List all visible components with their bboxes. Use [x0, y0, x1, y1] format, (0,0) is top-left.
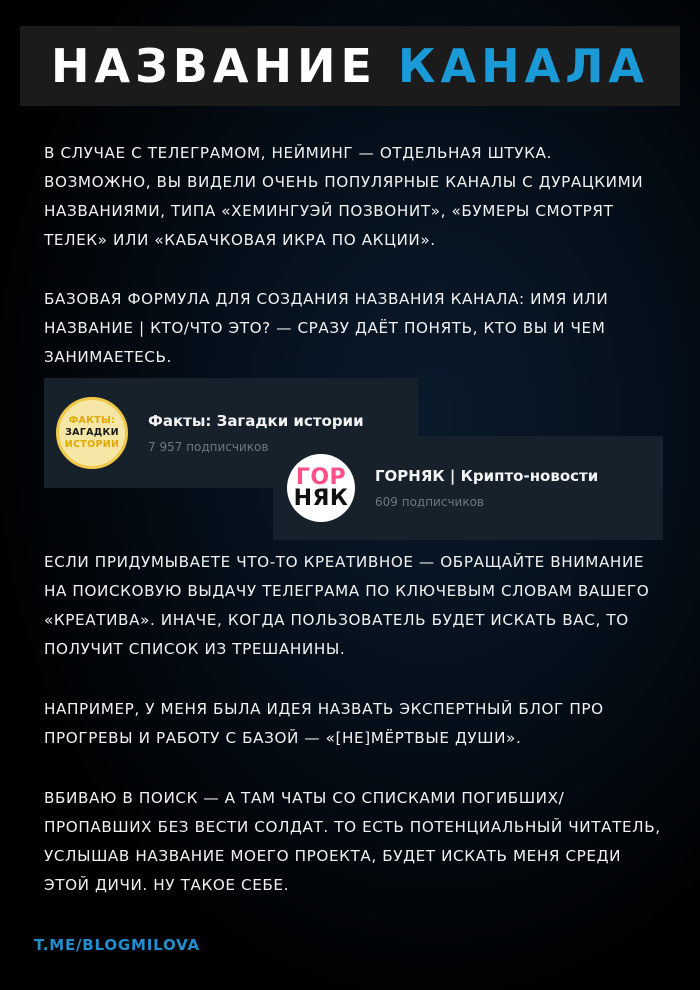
- avatar-text-line: ЗАГАДКИ: [65, 427, 119, 438]
- title-word-main: НАЗВАНИЕ: [51, 39, 377, 93]
- paragraph-intro: В СЛУЧАЕ С ТЕЛЕГРАМОМ, НЕЙМИНГ — ОТДЕЛЬНАЯ ШТУКА. ВОЗМОЖНО, ВЫ ВИДЕЛИ ОЧЕНЬ ПОПУЛЯРНЫЕ КАНАЛЫ С ДУРАЦКИМИ НАЗВАНИЯМИ, ТИПА «ХЕМИНГУЭЙ ПОЗВОНИТ», «БУМЕРЫ СМОТРЯТ ТЕЛЕК» ИЛИ «КАБАЧКОВАЯ ИКРА ПО АКЦИИ».: [44, 144, 644, 249]
- paragraph-creative: ЕСЛИ ПРИДУМЫВАЕТЕ ЧТО-ТО КРЕАТИВНОЕ — ОБРАЩАЙТЕ ВНИМАНИЕ НА ПОИСКОВУЮ ВЫДАЧУ ТЕЛЕГРАМА ПО КЛЮЧЕВЫМ СЛОВАМ ВАШЕГО «КРЕАТИВА». ИНАЧЕ, КОГДА ПОЛЬЗОВАТЕЛЬ БУДЕТ ИСКАТЬ ВАС, ТО ПОЛУЧИТ СПИСОК ИЗ ТРЕШАНИНЫ.: [44, 553, 650, 658]
- subscriber-count: 609 подписчиков: [375, 495, 484, 509]
- avatar-text-line: ФАКТЫ:: [68, 415, 116, 426]
- page-title: [51, 39, 649, 93]
- avatar-text-line: ГОР: [295, 465, 347, 490]
- title-word-accent: КАНАЛА: [397, 39, 649, 93]
- channel-name: Факты: Загадки истории: [148, 412, 364, 430]
- paragraph-search-result: ВБИВАЮ В ПОИСК — А ТАМ ЧАТЫ СО СПИСКАМИ ПОГИБШИХ/ПРОПАВШИХ БЕЗ ВЕСТИ СОЛДАТ. ТО ЕСТЬ ПОТЕНЦИАЛЬНЫЙ ЧИТАТЕЛЬ, УСЛЫШАВ НАЗВАНИЕ МОЕГО ПРОЕКТА, БУДЕТ ИСКАТЬ МЕНЯ СРЕДИ ЭТОЙ ДИЧИ. НУ ТАКОЕ СЕБЕ.: [44, 789, 661, 894]
- channel-card-gornyak[interactable]: [273, 436, 663, 540]
- gornyak-logo-icon: [287, 454, 355, 522]
- title-banner: [20, 26, 680, 106]
- footer-telegram-link[interactable]: T.ME/BLOGMILOVA: [34, 936, 200, 954]
- facts-history-logo-icon: [56, 397, 128, 469]
- avatar-text-line: НЯК: [293, 486, 349, 511]
- paragraph-example: НАПРИМЕР, У МЕНЯ БЫЛА ИДЕЯ НАЗВАТЬ ЭКСПЕРТНЫЙ БЛОГ ПРО ПРОГРЕВЫ И РАБОТУ С БАЗОЙ — «[НЕ]МЁРТВЫЕ ДУШИ».: [44, 700, 604, 747]
- subscriber-count: 7 957 подписчиков: [148, 440, 269, 454]
- channel-name: ГОРНЯК | Крипто-новости: [375, 467, 599, 485]
- channel-info: [375, 467, 598, 509]
- avatar-text-line: ИСТОРИИ: [64, 439, 120, 450]
- paragraph-formula: БАЗОВАЯ ФОРМУЛА ДЛЯ СОЗДАНИЯ НАЗВАНИЯ КАНАЛА: ИМЯ ИЛИ НАЗВАНИЕ | КТО/ЧТО ЭТО? — СРАЗУ ДАЁТ ПОНЯТЬ, КТО ВЫ И ЧЕМ ЗАНИМАЕТЕСЬ.: [44, 290, 609, 366]
